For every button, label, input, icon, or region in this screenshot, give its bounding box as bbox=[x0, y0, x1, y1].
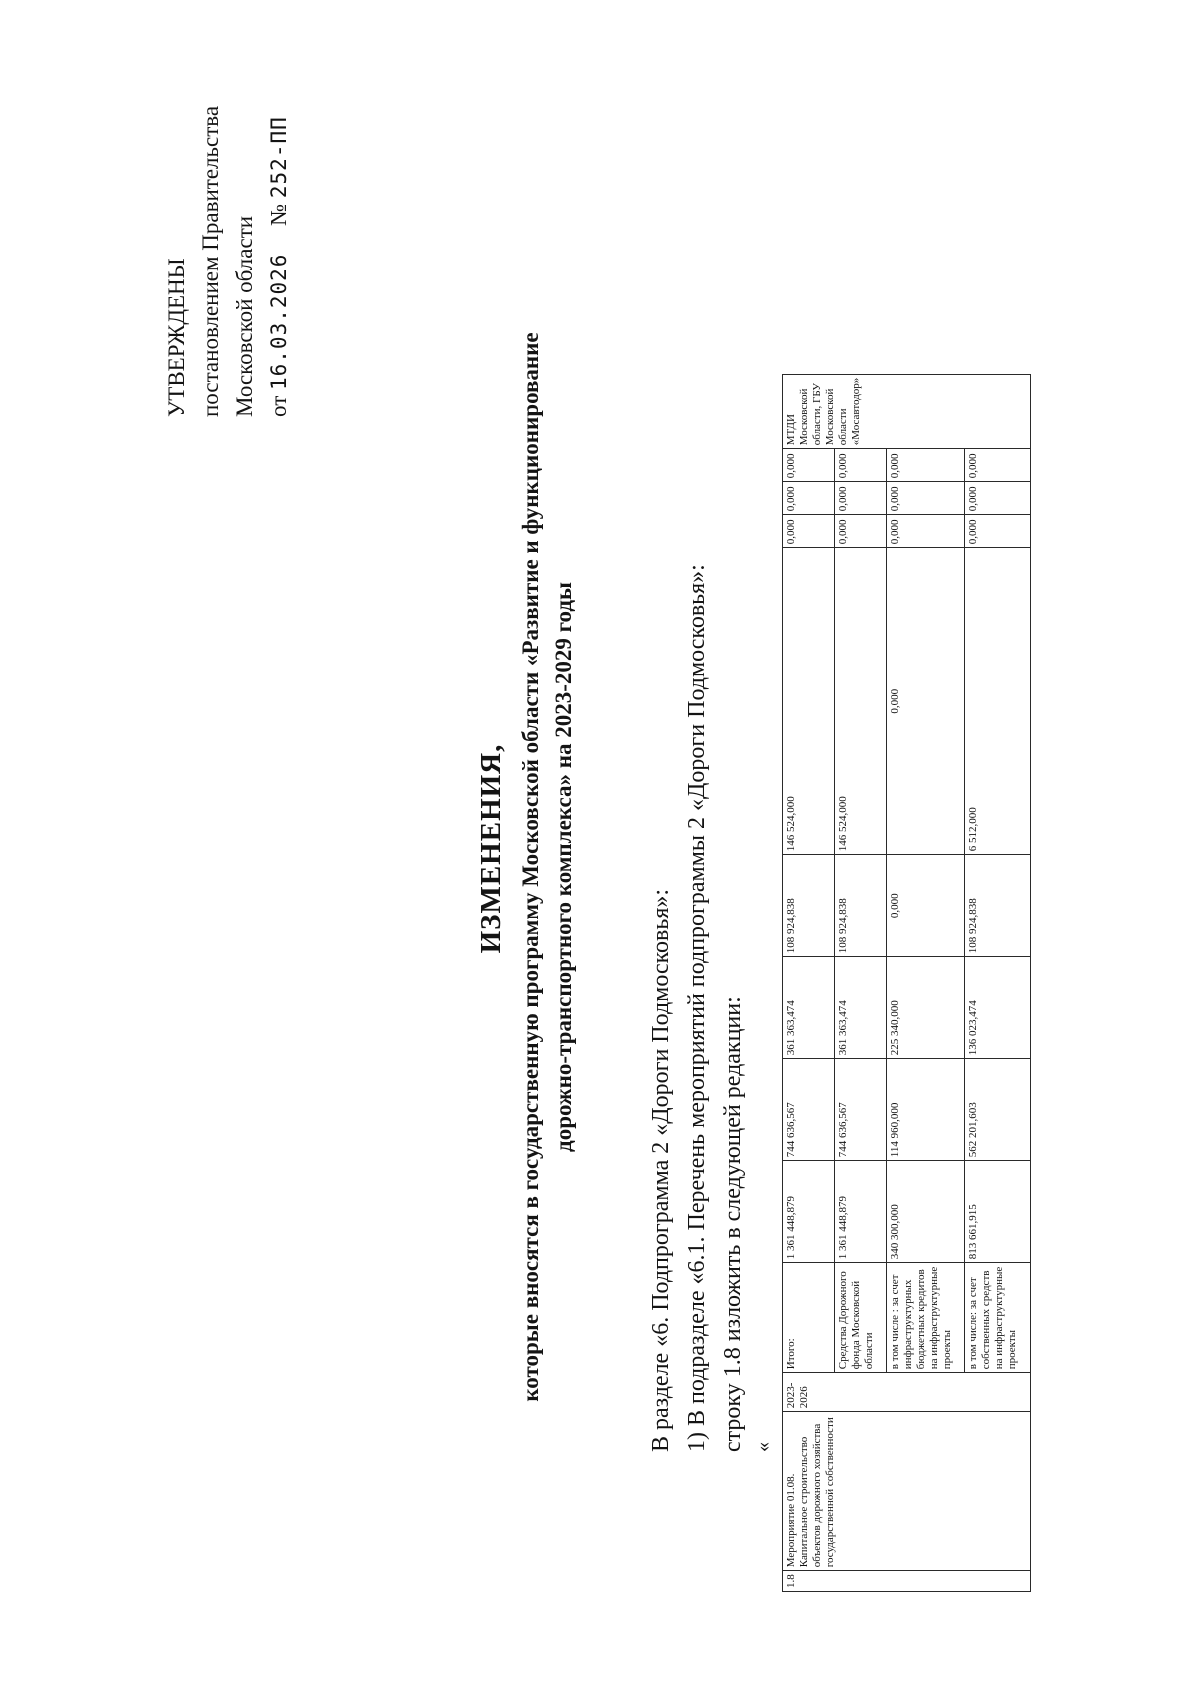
amount-extra-1: 0,000 bbox=[835, 515, 887, 548]
amount-year-4: 146 524,000 bbox=[783, 548, 835, 855]
amount-extra-2: 0,000 bbox=[783, 482, 835, 515]
amount-year-1: 744 636,567 bbox=[783, 1059, 835, 1161]
amount-extra-1: 0,000 bbox=[887, 515, 965, 548]
paragraph-instruction: строку 1.8 изложить в следующей редакции: bbox=[720, 996, 746, 1452]
total-amount: 1 361 448,879 bbox=[783, 1161, 835, 1263]
amount-extra-2: 0,000 bbox=[835, 482, 887, 515]
amount-year-1: 562 201,603 bbox=[965, 1059, 1031, 1161]
amount-year-2: 225 340,000 bbox=[887, 957, 965, 1059]
amount-year-4: 146 524,000 bbox=[835, 548, 887, 855]
paragraph-section: В разделе «6. Подпрограмма 2 «Дороги Подмосковья»: bbox=[648, 888, 674, 1452]
amount-year-1: 114 960,000 bbox=[887, 1059, 965, 1161]
approval-stamp bbox=[160, 57, 296, 417]
table-row bbox=[783, 374, 835, 1591]
approval-number-sign: № bbox=[266, 203, 291, 226]
amount-extra-3: 0,000 bbox=[783, 449, 835, 482]
activity-period: 2023-2026 bbox=[783, 1373, 1031, 1412]
subtitle-line-2: дорожно-транспортного комплекса» на 2023-2029 годы bbox=[551, 582, 576, 1152]
amount-extra-1: 0,000 bbox=[965, 515, 1031, 548]
funding-source: Итого: bbox=[783, 1263, 835, 1373]
approval-number: 252-ПП bbox=[267, 116, 291, 199]
activities-table bbox=[782, 374, 1031, 1592]
amount-year-4: 6 512,000 bbox=[965, 548, 1031, 855]
activity-name: Мероприятие 01.08. Капитальное строительство объектов дорожного хозяйства государственной собственности bbox=[783, 1412, 1031, 1571]
total-amount: 340 300,000 bbox=[887, 1161, 965, 1263]
amount-extra-3: 0,000 bbox=[965, 449, 1031, 482]
amount-year-4: 0,000 bbox=[887, 548, 965, 855]
responsible-executor: МТДИ Московской области, ГБУ Московской области «Мосавтодор» bbox=[783, 374, 1031, 449]
amount-year-3: 108 924,838 bbox=[835, 855, 887, 957]
amount-year-2: 136 023,474 bbox=[965, 957, 1031, 1059]
total-amount: 1 361 448,879 bbox=[835, 1161, 887, 1263]
opening-quote: « bbox=[752, 1442, 774, 1452]
amount-extra-3: 0,000 bbox=[887, 449, 965, 482]
amount-extra-3: 0,000 bbox=[835, 449, 887, 482]
amount-year-2: 361 363,474 bbox=[783, 957, 835, 1059]
document-subtitle bbox=[514, 217, 580, 1517]
funding-source: в том числе: за счет собственных средств на инфраструктурные проекты bbox=[965, 1263, 1031, 1373]
amount-year-3: 0,000 bbox=[887, 855, 965, 957]
approval-line-2: Московской области bbox=[232, 215, 257, 417]
amount-year-1: 744 636,567 bbox=[835, 1059, 887, 1161]
amount-extra-2: 0,000 bbox=[887, 482, 965, 515]
amount-year-2: 361 363,474 bbox=[835, 957, 887, 1059]
amount-extra-1: 0,000 bbox=[783, 515, 835, 548]
amount-extra-2: 0,000 bbox=[965, 482, 1031, 515]
funding-source: в том числе : за счет инфраструктурных бюджетных кредитов на инфраструктурные проекты bbox=[887, 1263, 965, 1373]
document-title: ИЗМЕНЕНИЯ, bbox=[475, 743, 507, 954]
total-amount: 813 661,915 bbox=[965, 1161, 1031, 1263]
approval-line-1: постановлением Правительства bbox=[198, 105, 223, 417]
funding-source: Средства Дорожного фонда Московской области bbox=[835, 1263, 887, 1373]
approval-date: 16.03.2026 bbox=[267, 253, 291, 390]
amount-year-3: 108 924,838 bbox=[965, 855, 1031, 957]
approval-heading: УТВЕРЖДЕНЫ bbox=[164, 258, 189, 417]
approval-date-line bbox=[262, 57, 296, 417]
row-number: 1.8 bbox=[783, 1571, 1031, 1592]
paragraph-subsection: 1) В подразделе «6.1. Перечень мероприятий подпрограммы 2 «Дороги Подмосковья»: bbox=[684, 564, 710, 1452]
amount-year-3: 108 924,838 bbox=[783, 855, 835, 957]
approval-date-prefix: от bbox=[266, 395, 291, 417]
subtitle-line-1: которые вносятся в государственную программу Московской области «Развитие и функционирование bbox=[518, 332, 543, 1402]
